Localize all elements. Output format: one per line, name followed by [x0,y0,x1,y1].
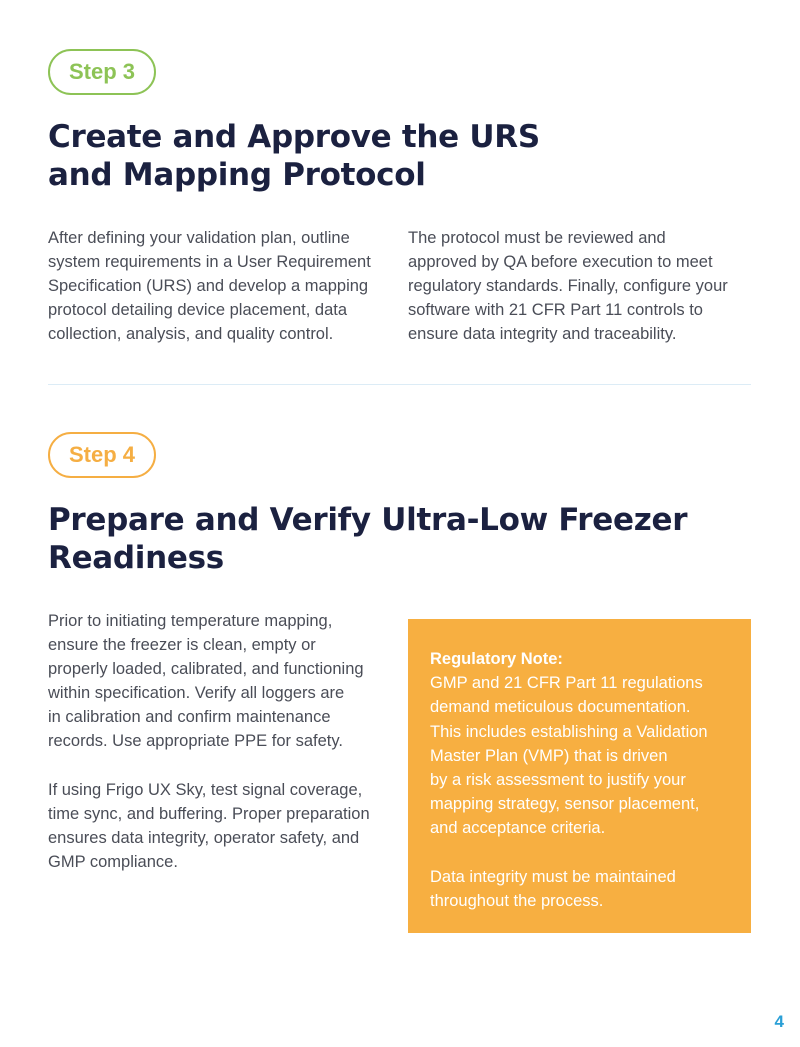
step-3-title-line: and Mapping Protocol [48,157,426,193]
text-line: system requirements in a User Requirement [48,253,371,271]
text-line: in calibration and confirm maintenance [48,708,331,726]
text-line: approved by QA before execution to meet [408,253,713,271]
step-4-left-paragraph-2 [48,778,398,874]
text-line: ensure data integrity and traceability. [408,325,677,343]
text-line: After defining your validation plan, outline [48,229,350,247]
step-3-title [48,118,608,194]
text-line: by a risk assessment to justify your [430,771,686,790]
page-number: 4 [774,1012,784,1031]
text-line: This includes establishing a Validation [430,722,708,741]
text-line: regulatory standards. Finally, configure your [408,277,728,295]
text-line: ensure the freezer is clean, empty or [48,636,316,654]
text-line: The protocol must be reviewed and [408,229,666,247]
text-line: Specification (URS) and develop a mapping [48,277,369,295]
step-3-right-paragraph [408,226,758,346]
text-line: collection, analysis, and quality control. [48,325,334,343]
step-4-left-paragraph-1 [48,609,398,753]
step-4-title [48,501,738,577]
step-3-badge: Step 3 [48,49,156,95]
text-line: records. Use appropriate PPE for safety. [48,732,343,750]
text-line: protocol detailing device placement, data [48,301,348,319]
text-line: software with 21 CFR Part 11 controls to [408,301,703,319]
step-4-title-line: Prepare and Verify Ultra-Low Freezer [48,502,688,538]
text-line: time sync, and buffering. Proper preparation [48,805,370,823]
text-line: GMP and 21 CFR Part 11 regulations [430,674,703,693]
text-line: throughout the process. [430,891,604,910]
step-4-badge: Step 4 [48,432,156,478]
text-line: ensures data integrity, operator safety, and [48,829,360,847]
step-3-title-line: Create and Approve the URS [48,119,540,155]
text-line: Prior to initiating temperature mapping, [48,612,333,630]
text-line: mapping strategy, sensor placement, [430,795,700,814]
text-line: If using Frigo UX Sky, test signal coverage, [48,781,363,799]
text-line: Master Plan (VMP) that is driven [430,746,668,765]
text-line: and acceptance criteria. [430,819,606,838]
text-line: within specification. Verify all loggers are [48,684,345,702]
regulatory-note-box [408,619,751,933]
regulatory-note-title: Regulatory Note: [430,650,563,668]
text-line: properly loaded, calibrated, and functioning [48,660,364,678]
text-line: demand meticulous documentation. [430,698,691,717]
text-line: Data integrity must be maintained [430,867,676,886]
text-line: GMP compliance. [48,853,178,871]
section-divider [48,384,751,385]
step-4-title-line: Readiness [48,540,224,576]
step-3-left-paragraph [48,226,398,346]
